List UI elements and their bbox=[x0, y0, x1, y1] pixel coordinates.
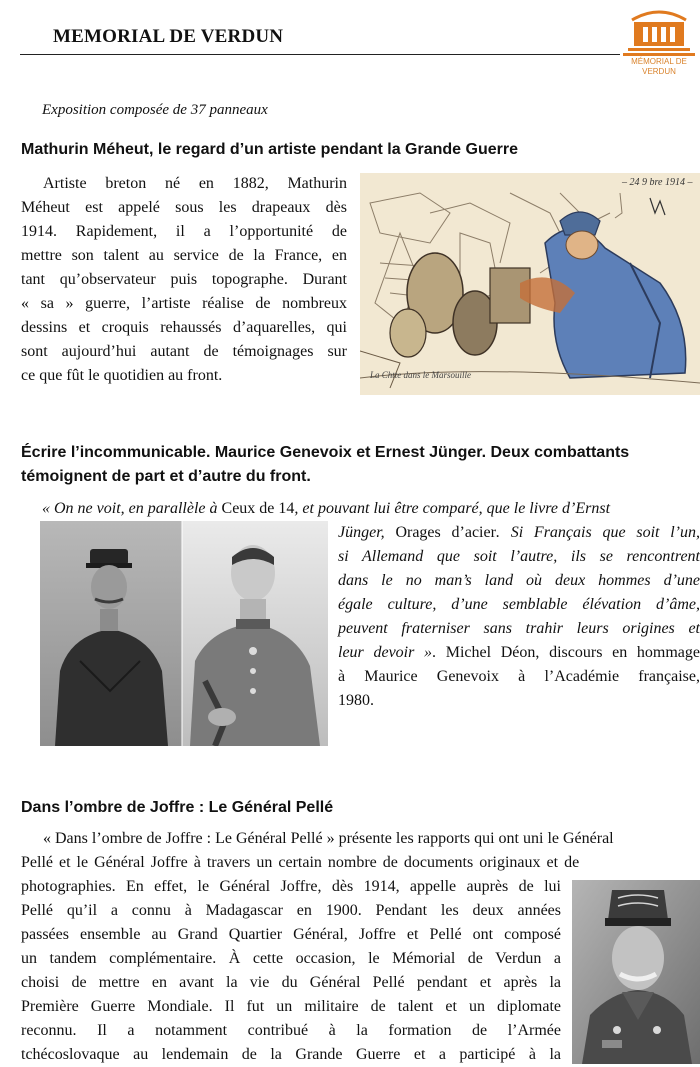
sketch-caption-inscription: La Chtte dans le Marsouille bbox=[370, 370, 471, 380]
text-line: ce que fût le quotidien au front. bbox=[21, 367, 223, 384]
quote-segment: . Si Français que soit l’un, bbox=[495, 524, 700, 541]
text-line: passées ensemble au Grand Quartier Général, Joffre et Pellé ont composé bbox=[21, 926, 561, 943]
quote-segment: « On ne voit, en parallèle à bbox=[42, 500, 222, 517]
general-pelle-portrait bbox=[572, 880, 700, 1064]
memorial-logo-icon bbox=[618, 6, 700, 58]
exhibition-subtitle: Exposition composée de 37 panneaux bbox=[42, 102, 268, 118]
text-line bbox=[338, 641, 700, 665]
text-line: 1914. Rapidement, il a l’opportunité de bbox=[21, 223, 347, 240]
text-line: 1980. bbox=[338, 692, 374, 709]
quote-first-line bbox=[42, 497, 700, 521]
section-title-pelle: Dans l’ombre de Joffre : Le Général Pellé bbox=[21, 799, 334, 816]
meheut-sketch-image bbox=[360, 173, 700, 395]
text-line: choisi de mettre en avant la vie du Général Pellé pendant et après la bbox=[21, 974, 561, 991]
text-line: reconnu. Il a notamment contribué à la formation de l’Armée bbox=[21, 1022, 561, 1039]
text-line: sont aujourd’hui autant de témoignages sur bbox=[21, 343, 347, 360]
text-line: égale culture, d’une semblable élévation d’âme, bbox=[338, 596, 700, 613]
quote-segment: Jünger, bbox=[338, 524, 396, 541]
section-text-meheut bbox=[21, 172, 347, 388]
section-title-meheut: Mathurin Méheut, le regard d’un artiste pendant la Grande Guerre bbox=[21, 141, 518, 158]
header-rule bbox=[20, 54, 620, 55]
quote-continued-text bbox=[338, 521, 700, 713]
text-line: Artiste breton né en 1882, Mathurin bbox=[43, 175, 347, 192]
text-line: un tandem complémentaire. À cette occasion, le Mémorial de Verdun a bbox=[21, 950, 561, 967]
section-title-genevoix-title-line2: témoignent de part et d’autre du front. bbox=[21, 468, 311, 485]
section-title-genevoix-title-line1: Écrire l’incommunicable. Maurice Genevoix et Ernest Jünger. Deux combattants bbox=[21, 444, 630, 461]
text-line: tchécoslovaque au lendemain de la Grande Guerre et a participé à la bbox=[21, 1046, 561, 1063]
text-line: à Maurice Genevoix à l’Académie française, bbox=[338, 668, 700, 685]
quote-segment: leur devoir » bbox=[338, 644, 433, 661]
text-line: « sa » guerre, l’artiste réalise de nombreux bbox=[21, 295, 347, 312]
text-line bbox=[338, 521, 700, 545]
memorial-logo bbox=[618, 6, 700, 80]
document-header-title: MEMORIAL DE VERDUN bbox=[53, 26, 284, 47]
book-title-orages-dacier: Orages d’acier bbox=[395, 524, 496, 541]
text-line: peuvent fraterniser sans trahir leurs origines et bbox=[338, 620, 700, 637]
text-line: dessins et croquis rehaussés d’aquarelles, qui bbox=[21, 319, 347, 336]
logo-text-line1: MÉMORIAL DE bbox=[631, 57, 687, 66]
book-title-ceux-de-14: Ceux de 14 bbox=[221, 500, 295, 517]
portrait-photo bbox=[572, 880, 700, 1064]
text-line: tant qu’observateur puis topographe. Durant bbox=[21, 271, 347, 288]
genevoix-junger-photos bbox=[40, 521, 328, 746]
portrait-photos bbox=[40, 521, 328, 746]
attribution-segment: . Michel Déon, discours en hommage bbox=[432, 644, 700, 661]
text-line: « Dans l’ombre de Joffre : Le Général Pellé » présente les rapports qui ont uni le Général bbox=[43, 830, 614, 847]
logo-text-line2: VERDUN bbox=[642, 67, 676, 76]
text-line: dans le no man’s land où deux hommes d’une bbox=[338, 572, 700, 589]
text-line: Première Guerre Mondiale. Il fut un militaire de talent et un diplomate bbox=[21, 998, 561, 1015]
text-line: photographies. En effet, le Général Joffre, dès 1914, appelle auprès de lui bbox=[21, 878, 561, 895]
sketch-date-inscription: – 24 9 bre 1914 – bbox=[622, 177, 693, 188]
text-line: Méheut est appelé sous les drapeaux dès bbox=[21, 199, 347, 216]
text-line: Pellé et le Général Joffre à travers un certain nombre de documents originaux et de bbox=[21, 854, 580, 871]
section-text-pelle-full bbox=[21, 827, 700, 875]
text-line: Pellé qu’il a connu à Madagascar en 1900. Pendant les deux années bbox=[21, 902, 561, 919]
text-line: mettre son talent au service de la France, en bbox=[21, 247, 347, 264]
section-text-pelle bbox=[21, 875, 561, 1067]
sketch-drawing bbox=[360, 173, 700, 395]
text-line: si Allemand que soit l’autre, ils se rencontrent bbox=[338, 548, 700, 565]
quote-segment: , et pouvant lui être comparé, que le livre d’Ernst bbox=[294, 500, 611, 517]
